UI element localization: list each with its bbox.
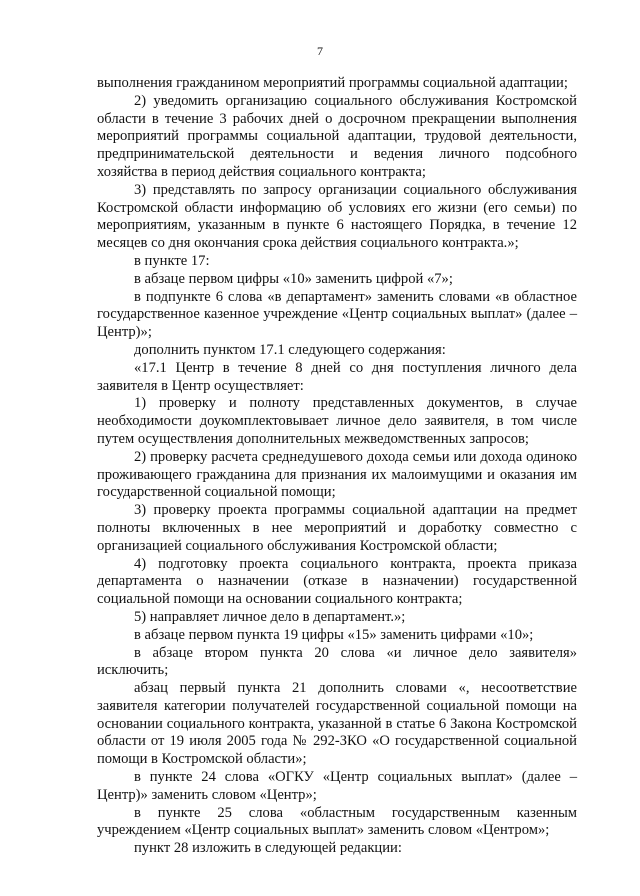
paragraph-item-5-send-file: 5) направляет личное дело в департамент.»; (134, 608, 406, 625)
paragraph-provide-information: 3) представлять по запросу организации социального обслуживания Костромской области информацию об условиях его жизни (его семьи) по мероприятиям, указанным в пункте 6 настоящего Порядка, в течение 12 месяцев со дня окончания срока действия социального контракта.»; (97, 181, 577, 252)
page-number: 7 (317, 44, 323, 58)
document-body (97, 75, 577, 858)
paragraph-clause-17: в пункте 17: (134, 252, 210, 269)
paragraph-item-3-program-check: 3) проверку проекта программы социальной адаптации на предмет полноты включенных в нее мероприятий и доработку совместно с организацией социального обслуживания Костромской области; (97, 502, 577, 554)
paragraph-clause-28: пункт 28 изложить в следующей редакции: (134, 840, 402, 857)
paragraph-item-4-contract-draft: 4) подготовку проекта социального контракта, проекта приказа департамента о назначении (отказе в назначении) государственной социальной помощи на основании социального контракта; (97, 555, 577, 608)
paragraph-item-1-check-documents: 1) проверку и полноту представленных документов, в случае необходимости доукомплектовывает личное дело заявителя, в том числе путем осуществления дополнительных межведомственных запросов; (97, 395, 577, 447)
paragraph-clause-17-subclause-6: в подпункте 6 слова «в департамент» заменить словами «в областное государственное казенное учреждение «Центр социальных выплат» (далее – Центр)»; (97, 288, 577, 341)
paragraph-continuation: выполнения гражданином мероприятий программы социальной адаптации; (97, 75, 568, 91)
paragraph-item-2-income-check: 2) проверку расчета среднедушевого дохода семьи или дохода одиноко проживающего гражданина для признания их малоимущими и оказания им государственной социальной помощи; (97, 448, 577, 501)
paragraph-clause-24: в пункте 24 слова «ОГКУ «Центр социальных выплат» (далее – Центр)» заменить словом «Центр»; (97, 769, 577, 803)
paragraph-clause-17-first: в абзаце первом цифры «10» заменить цифрой «7»; (134, 270, 453, 287)
paragraph-clause-19: в абзаце первом пункта 19 цифры «15» заменить цифрами «10»; (134, 626, 534, 643)
paragraph-notify-organization: 2) уведомить организацию социального обслуживания Костромской области в течение 3 рабочих дней о досрочном прекращении выполнения мероприятий программы социальной адаптации, трудовой деятельности, предпринимательской деятельности и ведения личного подсобного хозяйства в период действия социального контракта; (97, 92, 577, 180)
paragraph-add-clause-17-1: дополнить пунктом 17.1 следующего содержания: (134, 341, 446, 358)
paragraph-clause-17-1: «17.1 Центр в течение 8 дней со дня поступления личного дела заявителя в Центр осуществляет: (97, 359, 577, 394)
paragraph-clause-25: в пункте 25 слова «областным государственным казенным учреждением «Центр социальных выплат» заменить словом «Центром»; (97, 804, 577, 839)
paragraph-clause-20: в абзаце втором пункта 20 слова «и личное дело заявителя» исключить; (97, 644, 577, 679)
paragraph-clause-21: абзац первый пункта 21 дополнить словами «, несоответствие заявителя категории получателей государственной социальной помощи на основании социального контракта, указанной в статье 6 Закона Костромской области от 19 июля 2005 года № 292-ЗКО «О государственной социальной помощи в Костромской области»; (97, 680, 577, 768)
